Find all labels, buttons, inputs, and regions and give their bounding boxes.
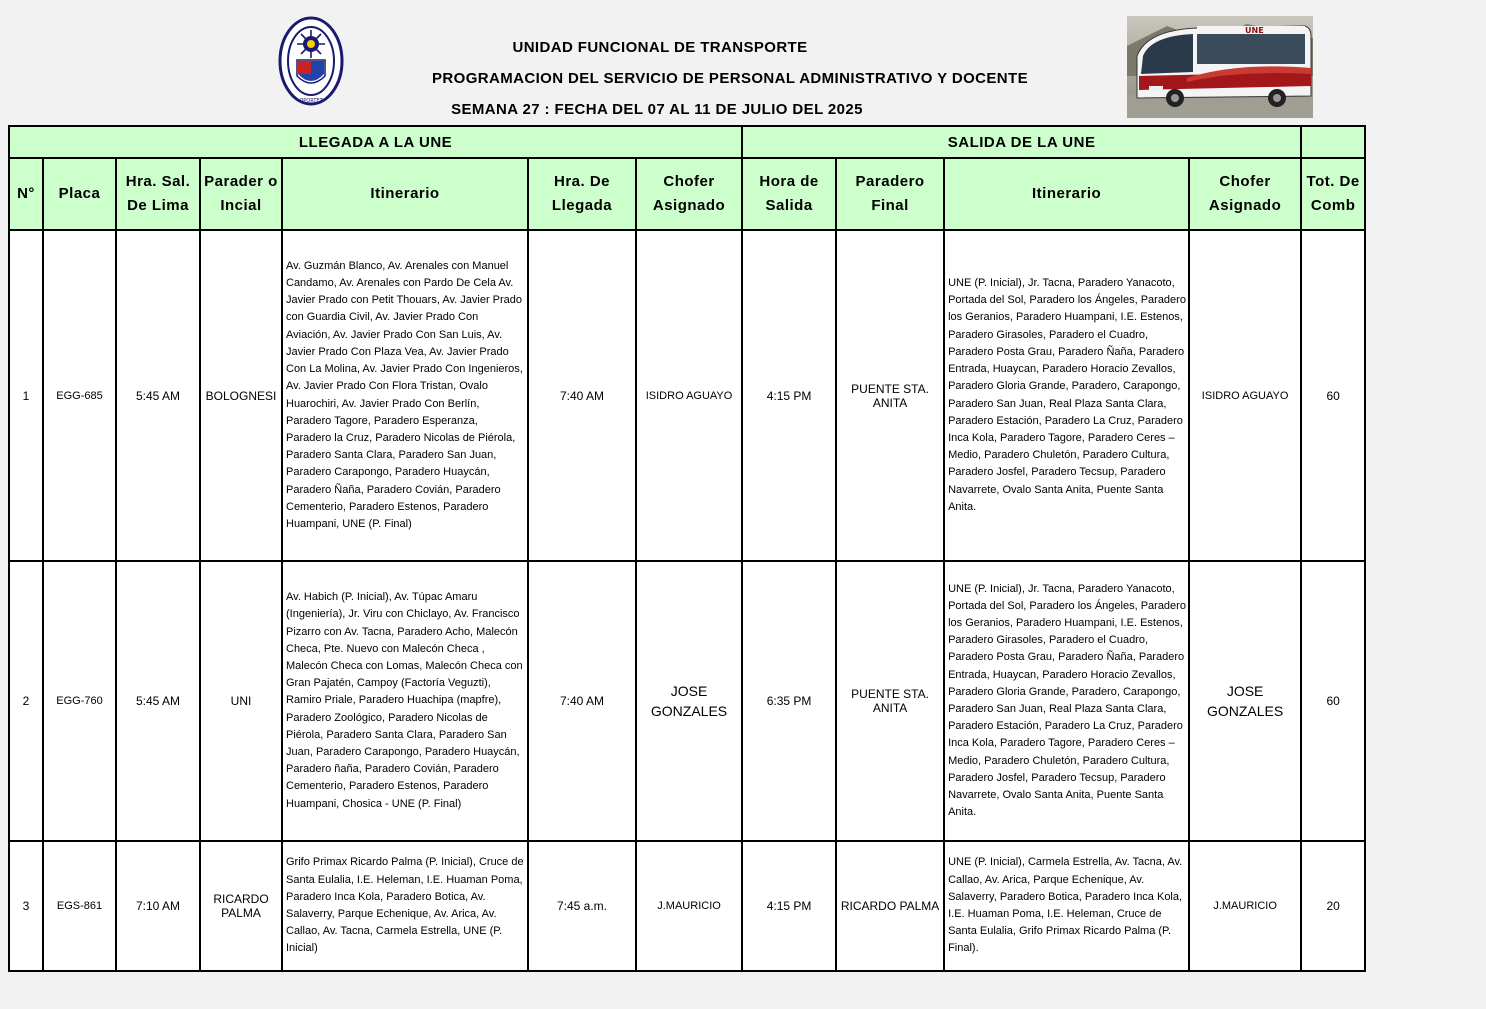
svg-text:OPORTET: OPORTET — [299, 98, 323, 104]
cell-paradero-inicial: UNI — [200, 561, 282, 841]
cell-placa: EGG-685 — [43, 230, 116, 561]
col-header-placa: Placa — [43, 158, 116, 230]
cell-itinerario-out: UNE (P. Inicial), Jr. Tacna, Paradero Yanacoto, Portada del Sol, Paradero los Ángeles, Paradero los Geranios, Paradero Huampani, I.E. Estenos, Paradero Girasoles, Paradero el Cuadro, Paradero Posta Grau, Paradero Ñaña, Paradero Entrada, Huaycan, Paradero Horacio Zevallos, Paradero Gloria Grande, Paradero, Carapongo, Paradero San Juan, Real Plaza Santa Clara, Paradero Estación, Paradero La Cruz, Paradero Inca Kola, Paradero Tagore, Paradero Ceres – Medio, Paradero Chuletón, Paradero Cultura, Paradero Josfel, Paradero Tecsup, Paradero Navarrete, Ovalo Santa Anita, Puente Santa Anita. — [944, 561, 1189, 841]
cell-hra-llegada: 7:40 AM — [528, 561, 636, 841]
group-header-llegada: LLEGADA A LA UNE — [9, 126, 742, 158]
cell-chofer-in: ISIDRO AGUAYO — [636, 230, 742, 561]
cell-hra-sal: 7:10 AM — [116, 841, 200, 971]
university-seal-logo — [278, 16, 344, 106]
cell-paradero-final: PUENTE STA. ANITA — [836, 230, 944, 561]
col-header-chofer-in: Chofer Asignado — [636, 158, 742, 230]
group-header-empty — [1301, 126, 1365, 158]
cell-num: 1 — [9, 230, 43, 561]
cell-num: 3 — [9, 841, 43, 971]
cell-chofer-in: JOSE GONZALES — [636, 561, 742, 841]
svg-text:UNE: UNE — [1245, 26, 1264, 35]
table-row — [9, 561, 1365, 841]
title-week: SEMANA 27 : FECHA DEL 07 AL 11 DE JULIO DEL 2025 — [451, 101, 863, 118]
col-header-paradero-inicial: Parader o Incial — [200, 158, 282, 230]
title-unit: UNIDAD FUNCIONAL DE TRANSPORTE — [512, 39, 808, 56]
col-header-paradero-final: Paradero Final — [836, 158, 944, 230]
cell-hra-sal: 5:45 AM — [116, 561, 200, 841]
col-header-hra-sal: Hra. Sal. De Lima — [116, 158, 200, 230]
cell-tot-comb: 60 — [1301, 230, 1365, 561]
cell-itinerario-in: Grifo Primax Ricardo Palma (P. Inicial), Cruce de Santa Eulalia, I.E. Heleman, I.E. Huaman Poma, Paradero Inca Kola, Paradero Botica, Av. Salaverry, Parque Echenique, Av. Arica, Av. Callao, Av. Tacna, Carmela Estrella, UNE (P. Inicial) — [282, 841, 528, 971]
cell-paradero-inicial: RICARDO PALMA — [200, 841, 282, 971]
col-header-itinerario-out: Itinerario — [944, 158, 1189, 230]
title-program: PROGRAMACION DEL SERVICIO DE PERSONAL ADMINISTRATIVO Y DOCENTE — [432, 70, 1028, 87]
cell-paradero-final: RICARDO PALMA — [836, 841, 944, 971]
schedule-table — [8, 125, 1366, 972]
cell-placa: EGS-861 — [43, 841, 116, 971]
col-header-hora-salida: Hora de Salida — [742, 158, 836, 230]
cell-hora-salida: 4:15 PM — [742, 230, 836, 561]
cell-hora-salida: 6:35 PM — [742, 561, 836, 841]
cell-chofer-out: ISIDRO AGUAYO — [1189, 230, 1301, 561]
table-row — [9, 841, 1365, 971]
col-header-tot-comb: Tot. De Comb — [1301, 158, 1365, 230]
cell-hra-sal: 5:45 AM — [116, 230, 200, 561]
col-header-hra-llegada: Hra. De Llegada — [528, 158, 636, 230]
cell-chofer-out: JOSE GONZALES — [1189, 561, 1301, 841]
cell-paradero-final: PUENTE STA. ANITA — [836, 561, 944, 841]
cell-num: 2 — [9, 561, 43, 841]
cell-chofer-in: J.MAURICIO — [636, 841, 742, 971]
group-header-salida: SALIDA DE LA UNE — [742, 126, 1301, 158]
col-header-itinerario-in: Itinerario — [282, 158, 528, 230]
cell-itinerario-out: UNE (P. Inicial), Jr. Tacna, Paradero Yanacoto, Portada del Sol, Paradero los Ángeles, Paradero los Geranios, Paradero Huampani, I.E. Estenos, Paradero Girasoles, Paradero el Cuadro, Paradero Posta Grau, Paradero Ñaña, Paradero Entrada, Huaycan, Paradero Horacio Zevallos, Paradero Gloria Grande, Paradero, Carapongo, Paradero San Juan, Real Plaza Santa Clara, Paradero Estación, Paradero La Cruz, Paradero Inca Kola, Paradero Tagore, Paradero Ceres – Medio, Paradero Chuletón, Paradero Cultura, Paradero Josfel, Paradero Tecsup, Paradero Navarrete, Ovalo Santa Anita, Puente Santa Anita. — [944, 230, 1189, 561]
bus-photo — [1127, 16, 1313, 118]
cell-paradero-inicial: BOLOGNESI — [200, 230, 282, 561]
cell-itinerario-in: Av. Habich (P. Inicial), Av. Túpac Amaru (Ingeniería), Jr. Viru con Chiclayo, Av. Francisco Pizarro con Av. Tacna, Paradero Acho, Malecón Checa, Pte. Nuevo con Malecón Checa , Malecón Checa con Lomas, Malecón Checa con Gran Pajatén, Campoy (Factoría Veguzti), Ramiro Priale, Paradero Huachipa (mapfre), Paradero Zoológico, Paradero Nicolas de Piérola, Paradero Santa Clara, Paradero San Juan, Paradero Carapongo, Paradero Huaycán, Paradero ñaña, Paradero Covián, Paradero Cementerio, Paradero Estenos, Paradero Huampani, Chosica - UNE (P. Final) — [282, 561, 528, 841]
cell-hora-salida: 4:15 PM — [742, 841, 836, 971]
cell-tot-comb: 60 — [1301, 561, 1365, 841]
cell-itinerario-out: UNE (P. Inicial), Carmela Estrella, Av. Tacna, Av. Callao, Av. Arica, Parque Echenique, Av. Salaverry, Paradero Botica, Paradero Inca Kola, I.E. Huaman Poma, I.E. Heleman, Cruce de Santa Eulalia, Grifo Primax Ricardo Palma (P. Final). — [944, 841, 1189, 971]
cell-tot-comb: 20 — [1301, 841, 1365, 971]
cell-hra-llegada: 7:45 a.m. — [528, 841, 636, 971]
cell-chofer-out: J.MAURICIO — [1189, 841, 1301, 971]
cell-placa: EGG-760 — [43, 561, 116, 841]
col-header-chofer-out: Chofer Asignado — [1189, 158, 1301, 230]
table-row — [9, 230, 1365, 561]
cell-itinerario-in: Av. Guzmán Blanco, Av. Arenales con Manuel Candamo, Av. Arenales con Pardo De Cela Av. Javier Prado con Petit Thouars, Av. Javier Prado con Guardia Civil, Av. Javier Prado Con Aviación, Av. Javier Prado Con San Luis, Av. Javier Prado Con Plaza Vea, Av. Javier Prado Con La Molina, Av. Javier Prado Con Ingenieros, Av. Javier Prado Con Flora Tristan, Ovalo Huarochiri, Av. Javier Prado Con Berlín, Paradero Tagore, Paradero Esperanza, Paradero la Cruz, Paradero Nicolas de Piérola, Paradero Santa Clara, Paradero San Juan, Paradero Carapongo, Paradero Huaycán, Paradero Ñaña, Paradero Covián, Paradero Cementerio, Paradero Estenos, Paradero Huampani, UNE (P. Final) — [282, 230, 528, 561]
cell-hra-llegada: 7:40 AM — [528, 230, 636, 561]
col-header-num: N° — [9, 158, 43, 230]
